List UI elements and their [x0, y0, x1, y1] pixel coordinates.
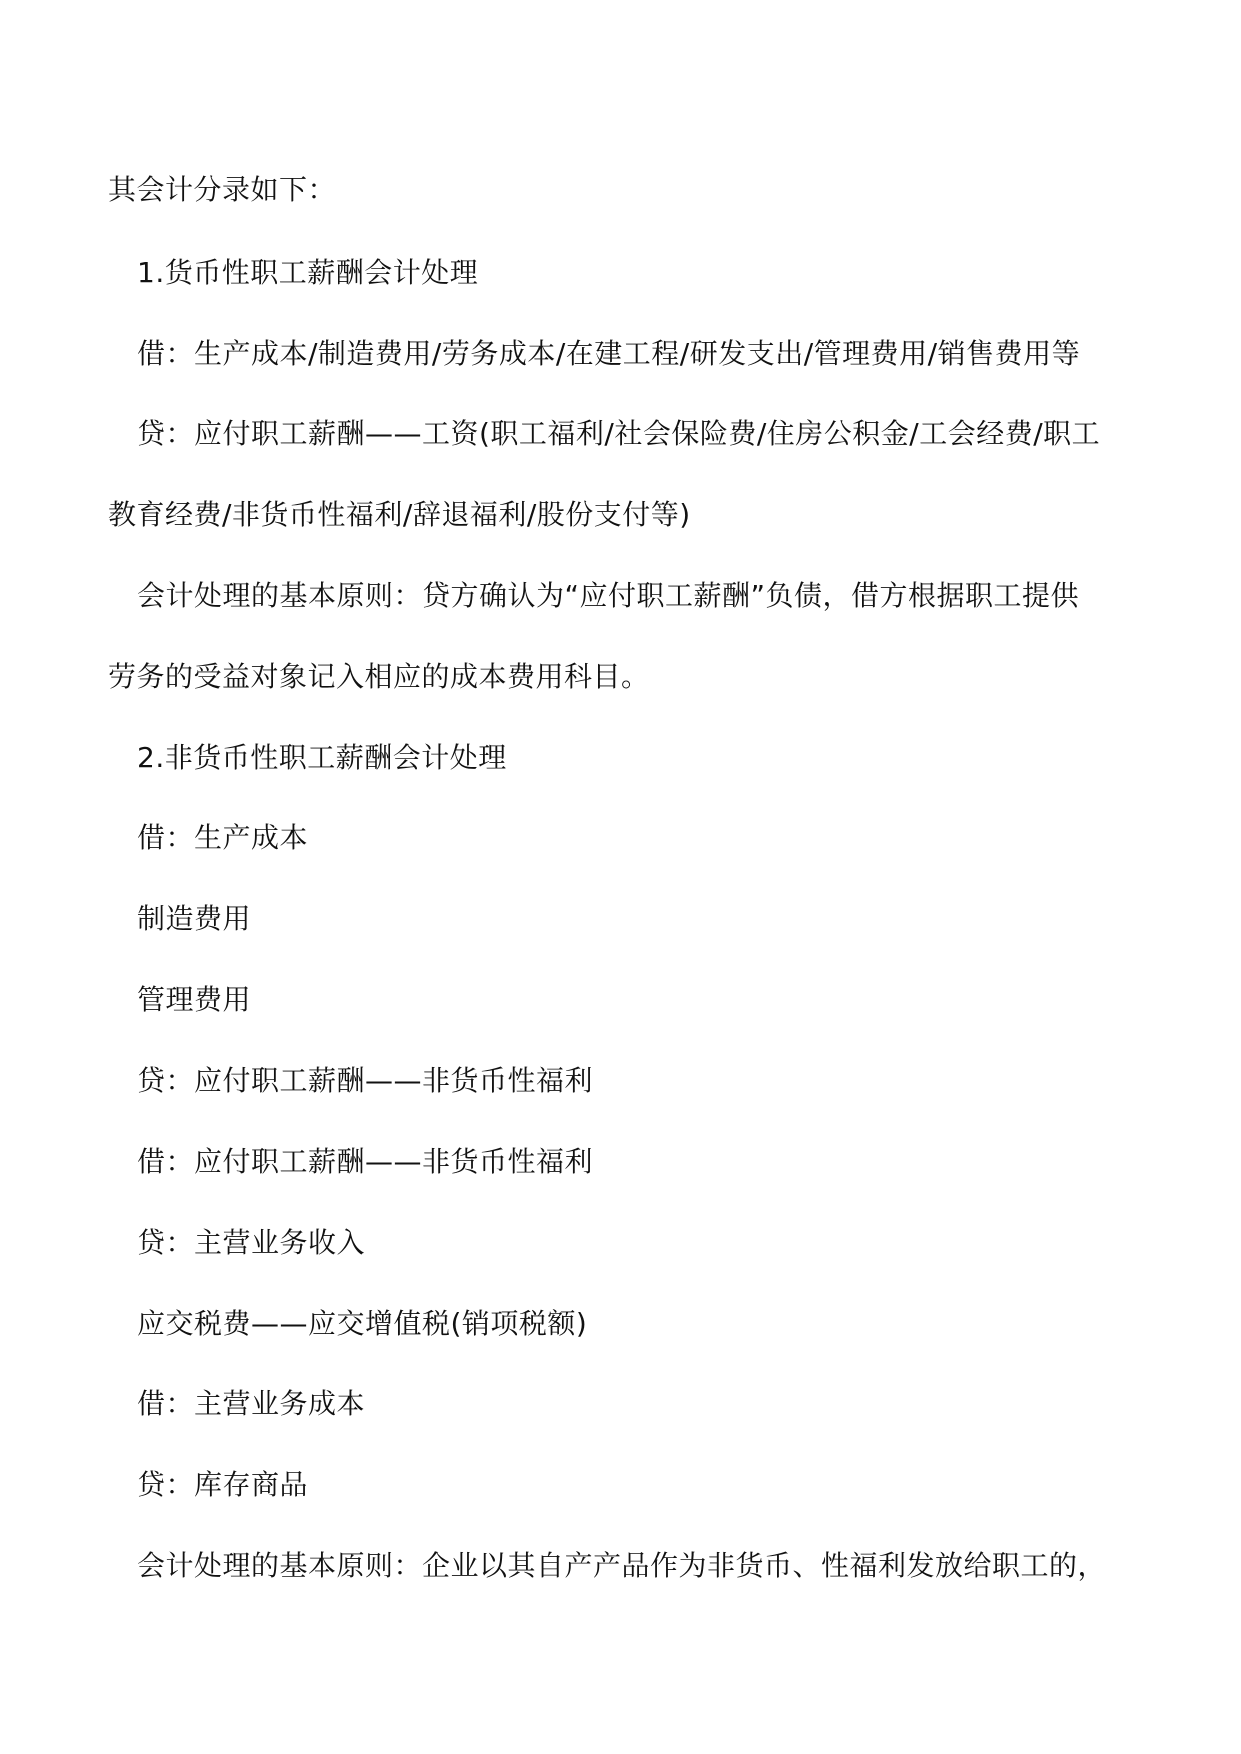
debit-entry-line: 借：生产成本/制造费用/劳务成本/在建工程/研发支出/管理费用/销售费用等	[137, 337, 1081, 370]
entry-line: 借：生产成本	[137, 821, 309, 854]
principle-paragraph-1: 会计处理的基本原则：贷方确认为“应付职工薪酬”负债，借方根据职工提供	[137, 579, 1080, 612]
credit-entry-line: 贷：应付职工薪酬——工资(职工福利/社会保险费/住房公积金/工会经费/职工	[137, 417, 1101, 450]
entry-line: 贷：应付职工薪酬——非货币性福利	[137, 1064, 594, 1097]
entry-line: 借：主营业务成本	[137, 1387, 366, 1420]
section-heading-2: 2.非货币性职工薪酬会计处理	[137, 741, 507, 774]
principle-paragraph-1-continuation: 劳务的受益对象记入相应的成本费用科目。	[108, 660, 650, 693]
section-heading-1: 1.货币性职工薪酬会计处理	[137, 256, 479, 289]
entry-line: 借：应付职工薪酬——非货币性福利	[137, 1145, 594, 1178]
entry-line: 管理费用	[137, 983, 252, 1016]
credit-entry-continuation: 教育经费/非货币性福利/辞退福利/股份支付等)	[108, 498, 691, 531]
entry-line: 制造费用	[137, 902, 252, 935]
entry-line: 贷：库存商品	[137, 1468, 309, 1501]
principle-paragraph-2: 会计处理的基本原则：企业以其自产产品作为非货币、性福利发放给职工的，	[137, 1549, 1107, 1582]
entry-line: 应交税费——应交增值税(销项税额)	[137, 1307, 588, 1340]
entry-line: 贷：主营业务收入	[137, 1226, 366, 1259]
intro-line: 其会计分录如下：	[108, 173, 337, 206]
